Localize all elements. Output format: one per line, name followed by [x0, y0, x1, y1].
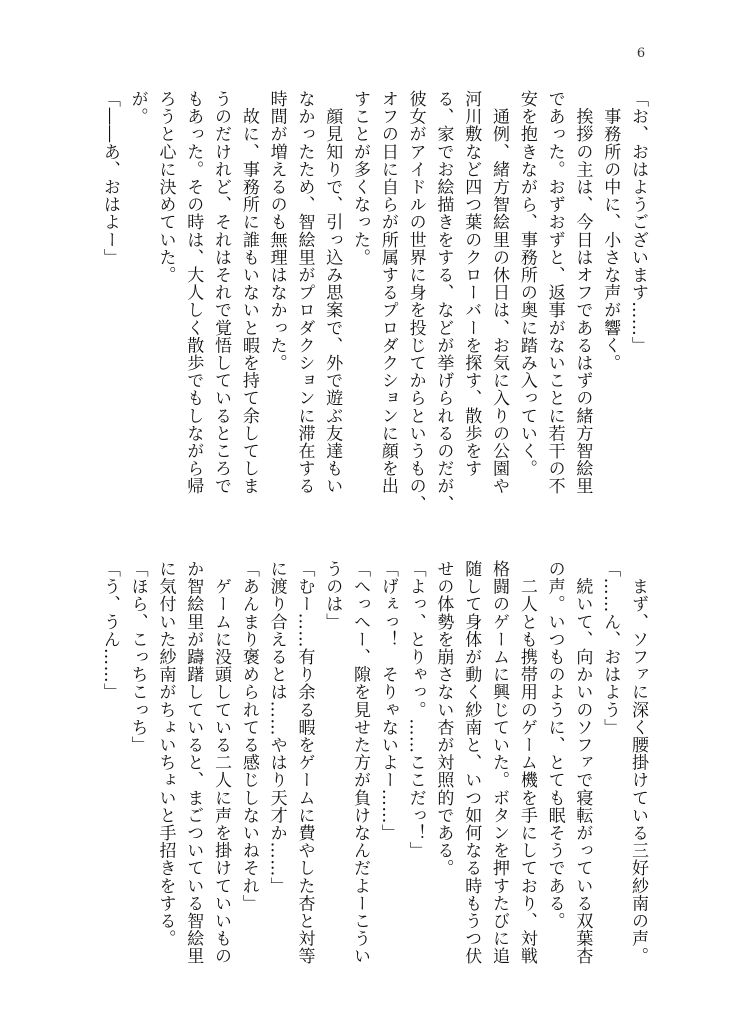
text-line: まず、ソファに深く腰掛けている三好紗南の声。 — [628, 560, 648, 965]
text-line: 時間が増えるのも無理はなかった。 — [266, 90, 287, 372]
text-line: 続いて、向かいのソファで寝転がっている双葉杏 — [572, 560, 593, 965]
text-line: か智絵里が躊躇していると、まごついている智絵里 — [183, 560, 204, 965]
text-line: の声。いつものように、とても眠そうである。 — [544, 560, 565, 930]
text-line: 「へっへー、隙を見せた方が負けなんだよーこうい — [350, 560, 371, 965]
text-line: 「……ん、おはよう」 — [600, 560, 621, 736]
text-line: もあった。その時は、大人しく散歩でもしながら帰 — [183, 90, 204, 495]
text-line: 二人とも携帯用のゲーム機を手にしており、対戦 — [516, 560, 537, 965]
text-line: 事務所の中に、小さな声が響く。 — [600, 90, 621, 372]
page-number: 6 — [636, 46, 646, 61]
text-line: に気付いた紗南がちょいちょいと手招きをする。 — [155, 560, 176, 948]
text-line: 通例、緒方智絵里の休日は、お気に入りの公園や — [489, 90, 510, 495]
text-line: 随して身体が動く紗南と、いつ如何なる時もうつ伏 — [461, 560, 482, 965]
upper-text-block — [95, 90, 651, 520]
text-line: うのだけれど、それはそれで覚悟しているところで — [211, 90, 232, 495]
text-line: 河川敷など四つ葉のクローバーを探す、散歩をす — [461, 90, 482, 478]
text-line: すことが多くなった。 — [350, 90, 371, 266]
text-line: 「あんまり褒められてる感じしないねそれ」 — [238, 560, 259, 912]
text-line: 顔見知りで、引っ込み思案で、外で遊ぶ友達もい — [322, 90, 343, 495]
text-line: 「よっ、とりゃっ。……ここだっ！」 — [405, 560, 426, 860]
text-line: に渡り合えるとは……やはり天才か……」 — [266, 560, 287, 895]
text-line: なかったため、智絵里がプロダクションに滞在する — [294, 90, 315, 495]
text-line: 格闘のゲームに興じていた。ボタンを押すたびに追 — [489, 560, 510, 965]
text-line: 「――あ、おはよー」 — [99, 90, 120, 266]
text-line: 彼女がアイドルの世界に身を投じてからというもの、 — [405, 90, 426, 513]
text-line: る、家でお絵描きをする、などが挙げられるのだが、 — [433, 90, 454, 513]
text-line: ゲームに没頭している二人に声を掛けていいもの — [211, 560, 232, 965]
text-line: 故に、事務所に誰もいないと暇を持て余してしま — [238, 90, 259, 495]
text-line: 「お、おはようございます……」 — [628, 90, 648, 354]
text-line: 「むー……有り余る暇をゲームに費やした杏と対等 — [294, 560, 315, 965]
text-line: 安を抱きながら、事務所の奥に踏み入っていく。 — [516, 90, 537, 478]
text-line: せの体勢を崩さない杏が対照的である。 — [433, 560, 454, 877]
text-line: ろうと心に決めていた。 — [155, 90, 176, 284]
lower-text-block — [95, 560, 651, 990]
text-line: であった。おずおずと、返事がないことに若干の不 — [544, 90, 565, 495]
text-line: 「ほら、こっちこっち」 — [127, 560, 148, 754]
text-line: 「う、うん……」 — [99, 560, 120, 701]
text-line: が。 — [127, 90, 148, 126]
text-line: うのは」 — [322, 560, 343, 631]
text-line: 「げぇっ！ そりゃないよー……」 — [377, 560, 398, 842]
text-line: 挨拶の主は、今日はオフであるはずの緒方智絵里 — [572, 90, 593, 495]
text-line: オフの日に自らが所属するプロダクションに顔を出 — [377, 90, 398, 495]
